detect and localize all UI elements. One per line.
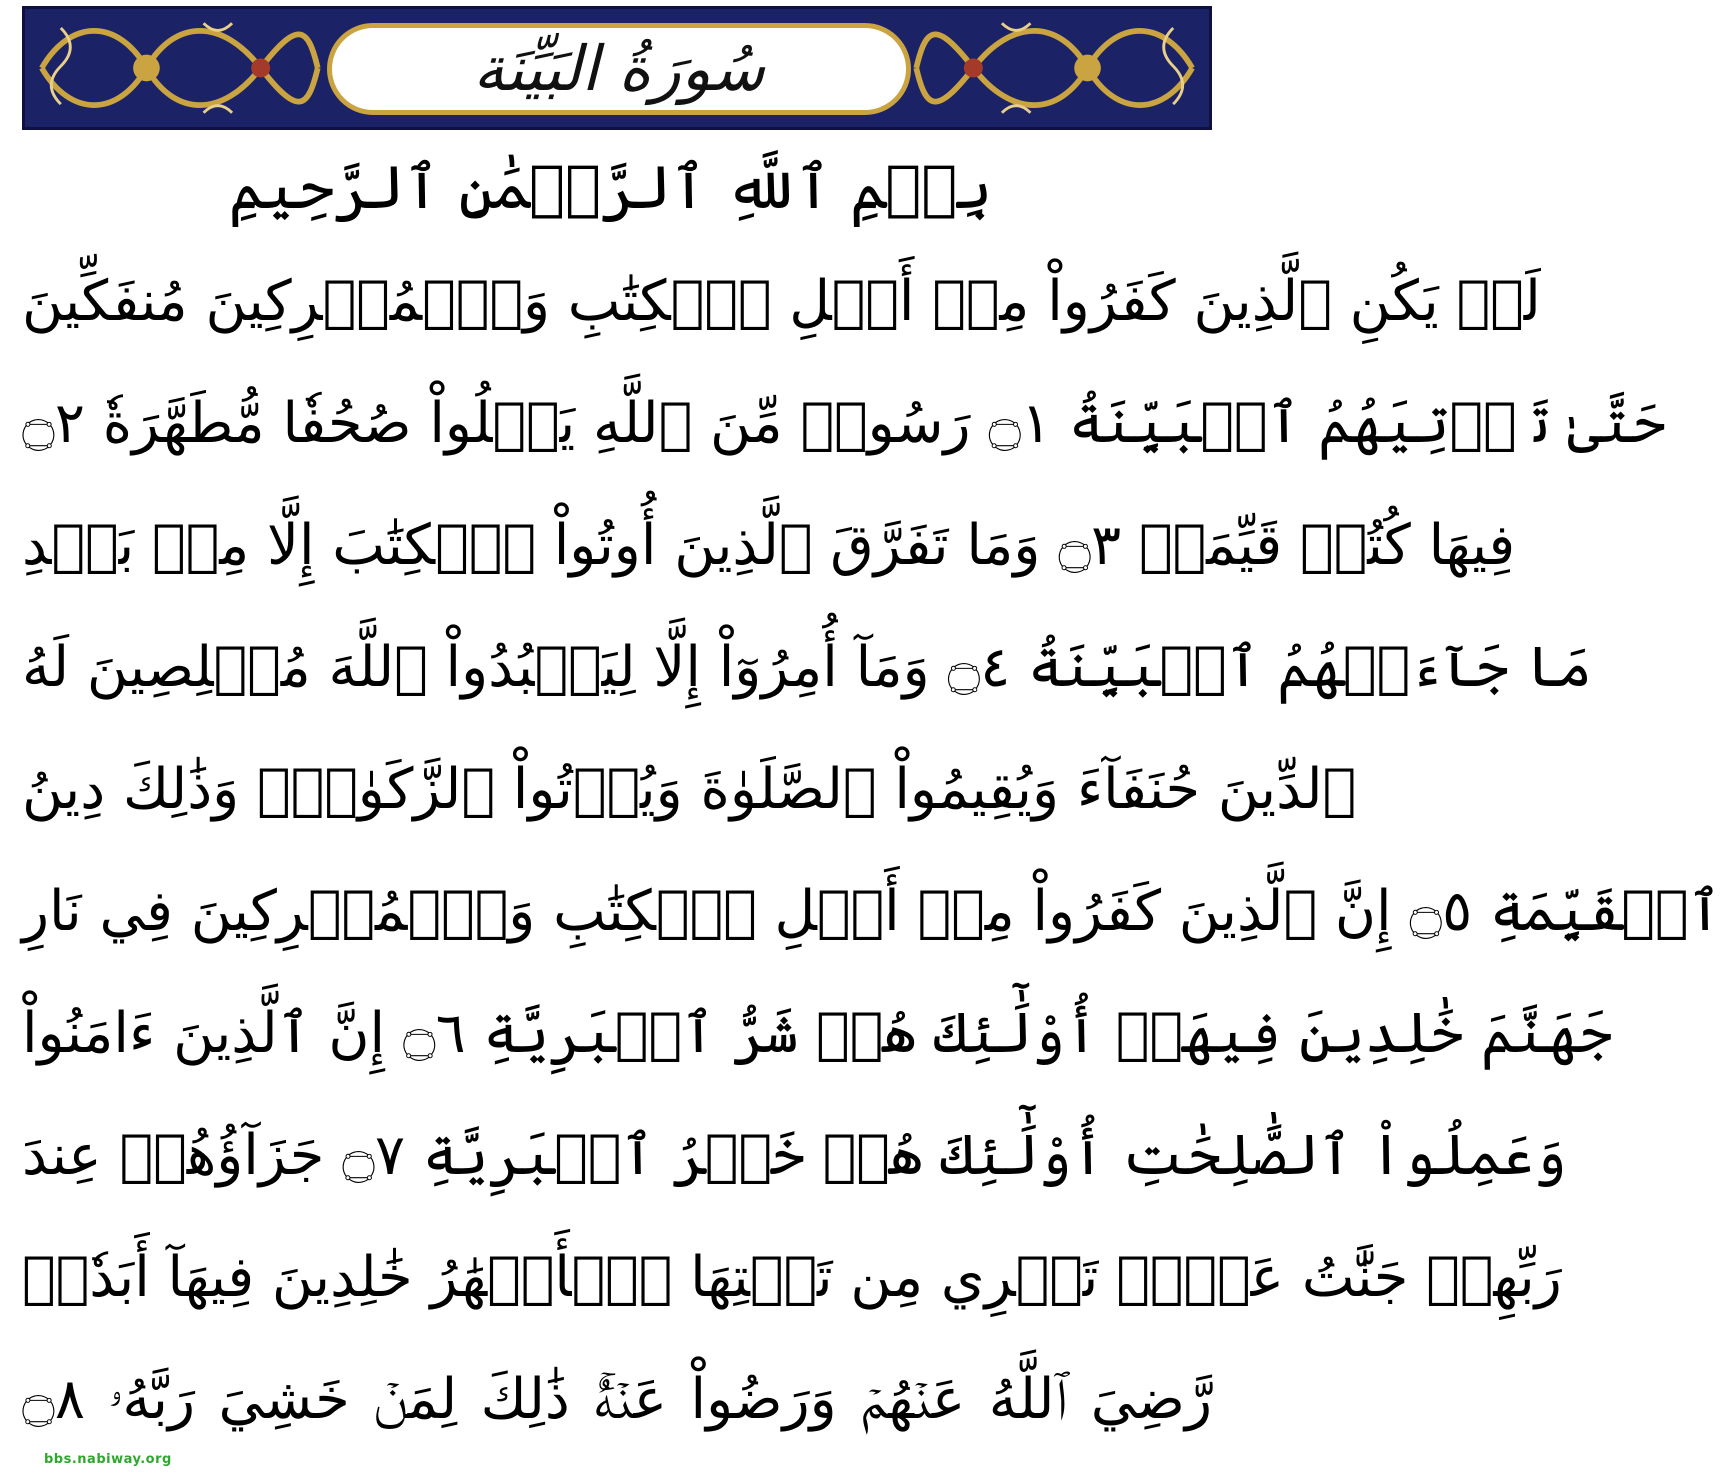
verse-line-9 — [22, 1240, 1562, 1316]
surah-title: سُورَةُ البَيِّنَة — [473, 32, 765, 105]
verse-text: لَمۡ يَكُنِ ٱلَّذِينَ كَفَرُواْ مِنۡ أَهۡلِ ٱلۡكِتَٰبِ وَٱلۡمُشۡرِكِينَ مُنفَكِّينَ — [22, 269, 1541, 334]
verse-line-7 — [22, 996, 1613, 1072]
verse-text: وَعَمِلُواْ ٱلصَّٰلِحَٰتِ أُوْلَٰٓئِكَ هُمۡ خَيۡرُ ٱلۡبَرِيَّةِ ۝٧ جَزَآؤُهُمۡ عِندَ — [22, 1123, 1567, 1188]
verse-line-2 — [22, 386, 1666, 462]
verse-text: فِيهَا كُتُبٞ قَيِّمَةٞ ۝٣ وَمَا تَفَرَّقَ ٱلَّذِينَ أُوتُواْ ٱلۡكِتَٰبَ إِلَّا مِنۢ بَعۡدِ — [22, 513, 1516, 578]
verse-line-1 — [22, 264, 1541, 340]
verse-line-5 — [22, 752, 1357, 828]
verse-line-4 — [22, 630, 1592, 706]
verse-text: رَبِّهِمۡ جَنَّٰتُ عَدۡنٖ تَجۡرِي مِن تَحۡتِهَا ٱلۡأَنۡهَٰرُ خَٰلِدِينَ فِيهَآ أَبَدٗاۖ — [22, 1245, 1562, 1310]
verse-text: جَهَنَّمَ خَٰلِدِينَ فِيهَآۚ أُوْلَٰٓئِكَ هُمۡ شَرُّ ٱلۡبَرِيَّةِ ۝٦ إِنَّ ٱلَّذِينَ ءَامَنُواْ — [22, 1001, 1613, 1066]
verse-text: حَتَّىٰ تَأۡتِيَهُمُ ٱلۡبَيِّنَةُ ۝١ رَسُولٞ مِّنَ ٱللَّهِ يَتۡلُواْ صُحُفٗا مُّطَهَّرَةٗ ۝٢ — [22, 391, 1666, 456]
right-ornament-icon — [909, 9, 1209, 127]
verse-line-6 — [22, 874, 1721, 950]
verse-line-8 — [22, 1118, 1567, 1194]
watermark-text: bbs.nabiway.org — [44, 1452, 172, 1467]
title-cartouche — [327, 23, 911, 115]
verse-text: ٱلدِّينَ حُنَفَآءَ وَيُقِيمُواْ ٱلصَّلَوٰةَ وَيُؤۡتُواْ ٱلزَّكَوٰةَۚ وَذَٰلِكَ دِينُ — [22, 757, 1357, 822]
verse-text: ٱلۡقَيِّمَةِ ۝٥ إِنَّ ٱلَّذِينَ كَفَرُواْ مِنۡ أَهۡلِ ٱلۡكِتَٰبِ وَٱلۡمُشۡرِكِينَ فِي نَارِ — [22, 879, 1721, 944]
verse-line-3 — [22, 508, 1516, 584]
verse-line-10 — [22, 1362, 1212, 1438]
left-ornament-icon — [25, 9, 325, 127]
verse-text: مَا جَآءَتۡهُمُ ٱلۡبَيِّنَةُ ۝٤ وَمَآ أُمِرُوٓاْ إِلَّا لِيَعۡبُدُواْ ٱللَّهَ مُخۡلِصِينَ لَهُ — [22, 635, 1592, 700]
verse-text: رَّضِيَ ٱللَّهُ عَنۡهُمۡ وَرَضُواْ عَنۡهُۚ ذَٰلِكَ لِمَنۡ خَشِيَ رَبَّهُۥ ۝٨ — [22, 1367, 1212, 1432]
basmala: بِسۡمِ ٱللَّهِ ٱلرَّحۡمَٰنِ ٱلرَّحِيمِ — [228, 153, 993, 223]
surah-header-banner — [22, 6, 1212, 130]
